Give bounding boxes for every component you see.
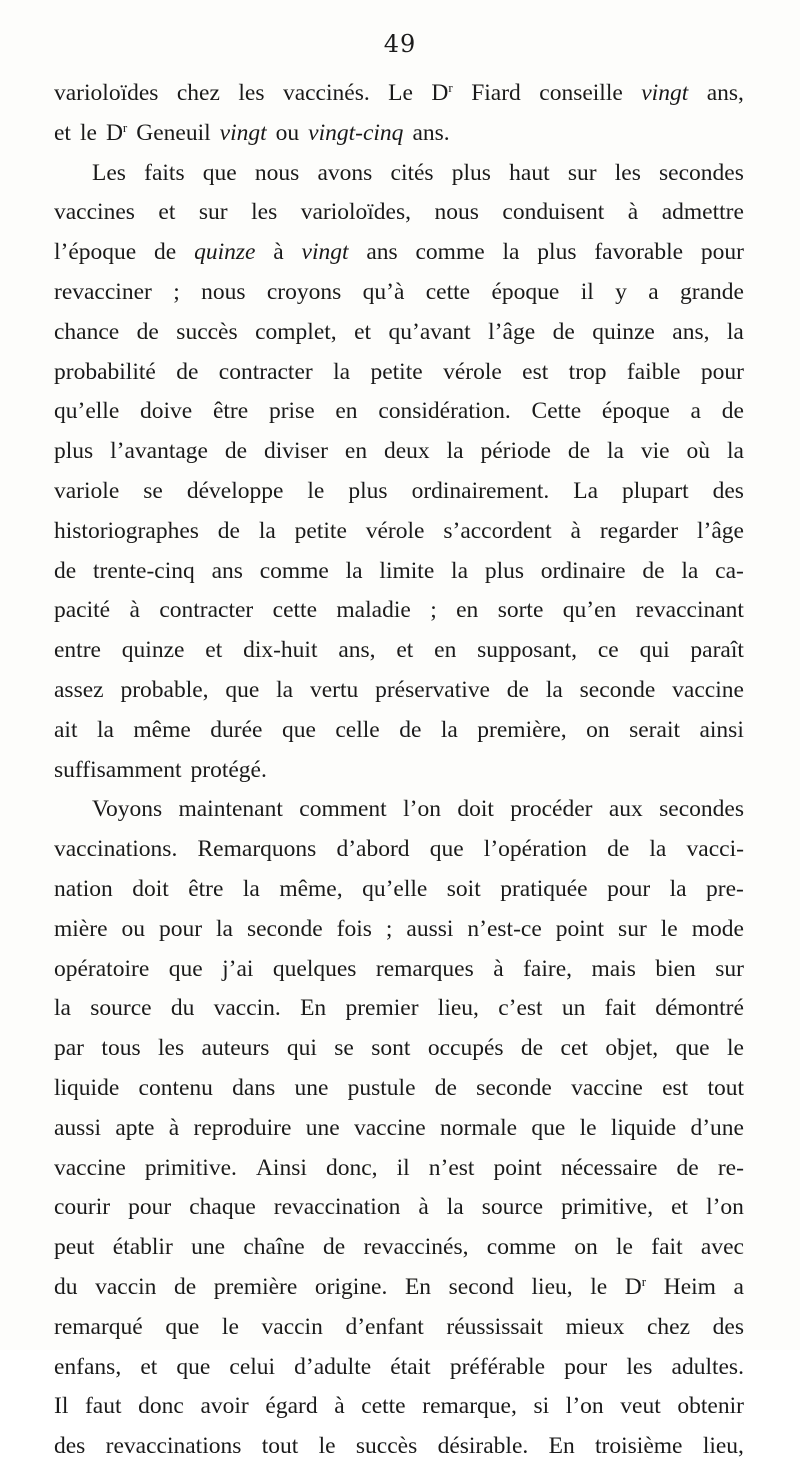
text-line: l’époque de quinze à vingt ans comme la plus favorable pour	[54, 239, 744, 266]
text-line: liquide contenu dans une pustule de seconde vaccine est tout	[54, 1074, 744, 1101]
text-line: entre quinze et dix-huit ans, et en supposant, ce qui paraît	[54, 637, 744, 664]
text-line: suffisamment protégé.	[54, 756, 267, 783]
text-line: peut établir une chaîne de revaccinés, comme on le fait avec	[54, 1234, 744, 1261]
text-line: plus l’avantage de diviser en deux la période de la vie où la	[54, 438, 744, 465]
text-line: mière ou pour la seconde fois ; aussi n’est-ce point sur le mode	[54, 915, 744, 942]
text-line: du vaccin de première origine. En second lieu, le $D^r$ Heim a	[54, 1273, 744, 1300]
text-line: enfans, et que celui d’adulte était préférable pour les adultes.	[54, 1353, 744, 1380]
text-line: historiographes de la petite vérole s’accordent à regarder l’âge	[54, 517, 744, 544]
text-line: assez probable, que la vertu préservative de la seconde vaccine	[54, 676, 744, 703]
text-line: vaccinations. Remarquons d’abord que l’opération de la vacci-	[54, 836, 744, 863]
text-line: et le $D^r$ Geneuil vingt ou vingt-cinq ans.	[54, 119, 450, 146]
text-line: la source du vaccin. En premier lieu, c’est un fait démontré	[54, 995, 744, 1022]
text-line: qu’elle doive être prise en considération. Cette époque a de	[54, 398, 744, 425]
text-line: variole se développe le plus ordinairement. La plupart des	[54, 477, 744, 504]
body-text	[54, 74, 744, 1467]
text-line: des revaccinations tout le succès désirable. En troisième lieu,	[54, 1433, 744, 1460]
text-line: vaccines et sur les varioloïdes, nous conduisent à admettre	[54, 199, 744, 226]
text-line: ait la même durée que celle de la première, on serait ainsi	[54, 716, 744, 743]
text-line: de trente-cinq ans comme la limite la plus ordinaire de la ca-	[54, 557, 744, 584]
text-line: aussi apte à reproduire une vaccine normale que le liquide d’une	[54, 1114, 744, 1141]
page-number: 49	[383, 30, 417, 58]
text-line: chance de succès complet, et qu’avant l’âge de quinze ans, la	[54, 318, 744, 345]
text-line: courir pour chaque revaccination à la source primitive, et l’on	[54, 1194, 744, 1221]
text-line: Il faut donc avoir égard à cette remarque, si l’on veut obtenir	[54, 1393, 744, 1420]
text-line: varioloïdes chez les vaccinés. Le $D^r$ Fiard conseille vingt ans,	[54, 80, 744, 106]
text-line: opératoire que j’ai quelques remarques à faire, mais bien sur	[54, 955, 744, 982]
text-line: par tous les auteurs qui se sont occupés de cet objet, que le	[54, 1035, 744, 1062]
text-line: nation doit être la même, qu’elle soit pratiquée pour la pre-	[54, 875, 744, 902]
text-line: revacciner ; nous croyons qu’à cette époque il y a grande	[54, 278, 744, 305]
text-line: remarqué que le vaccin d’enfant réussissait mieux chez des	[54, 1313, 744, 1340]
text-line: probabilité de contracter la petite vérole est trop faible pour	[54, 358, 744, 385]
text-line: vaccine primitive. Ainsi donc, il n’est point nécessaire de re-	[54, 1154, 744, 1181]
text-line: Les faits que nous avons cités plus haut sur les secondes	[92, 159, 744, 186]
text-line: Voyons maintenant comment l’on doit procéder aux secondes	[92, 796, 744, 823]
text-line: pacité à contracter cette maladie ; en sorte qu’en revaccinant	[54, 597, 744, 624]
